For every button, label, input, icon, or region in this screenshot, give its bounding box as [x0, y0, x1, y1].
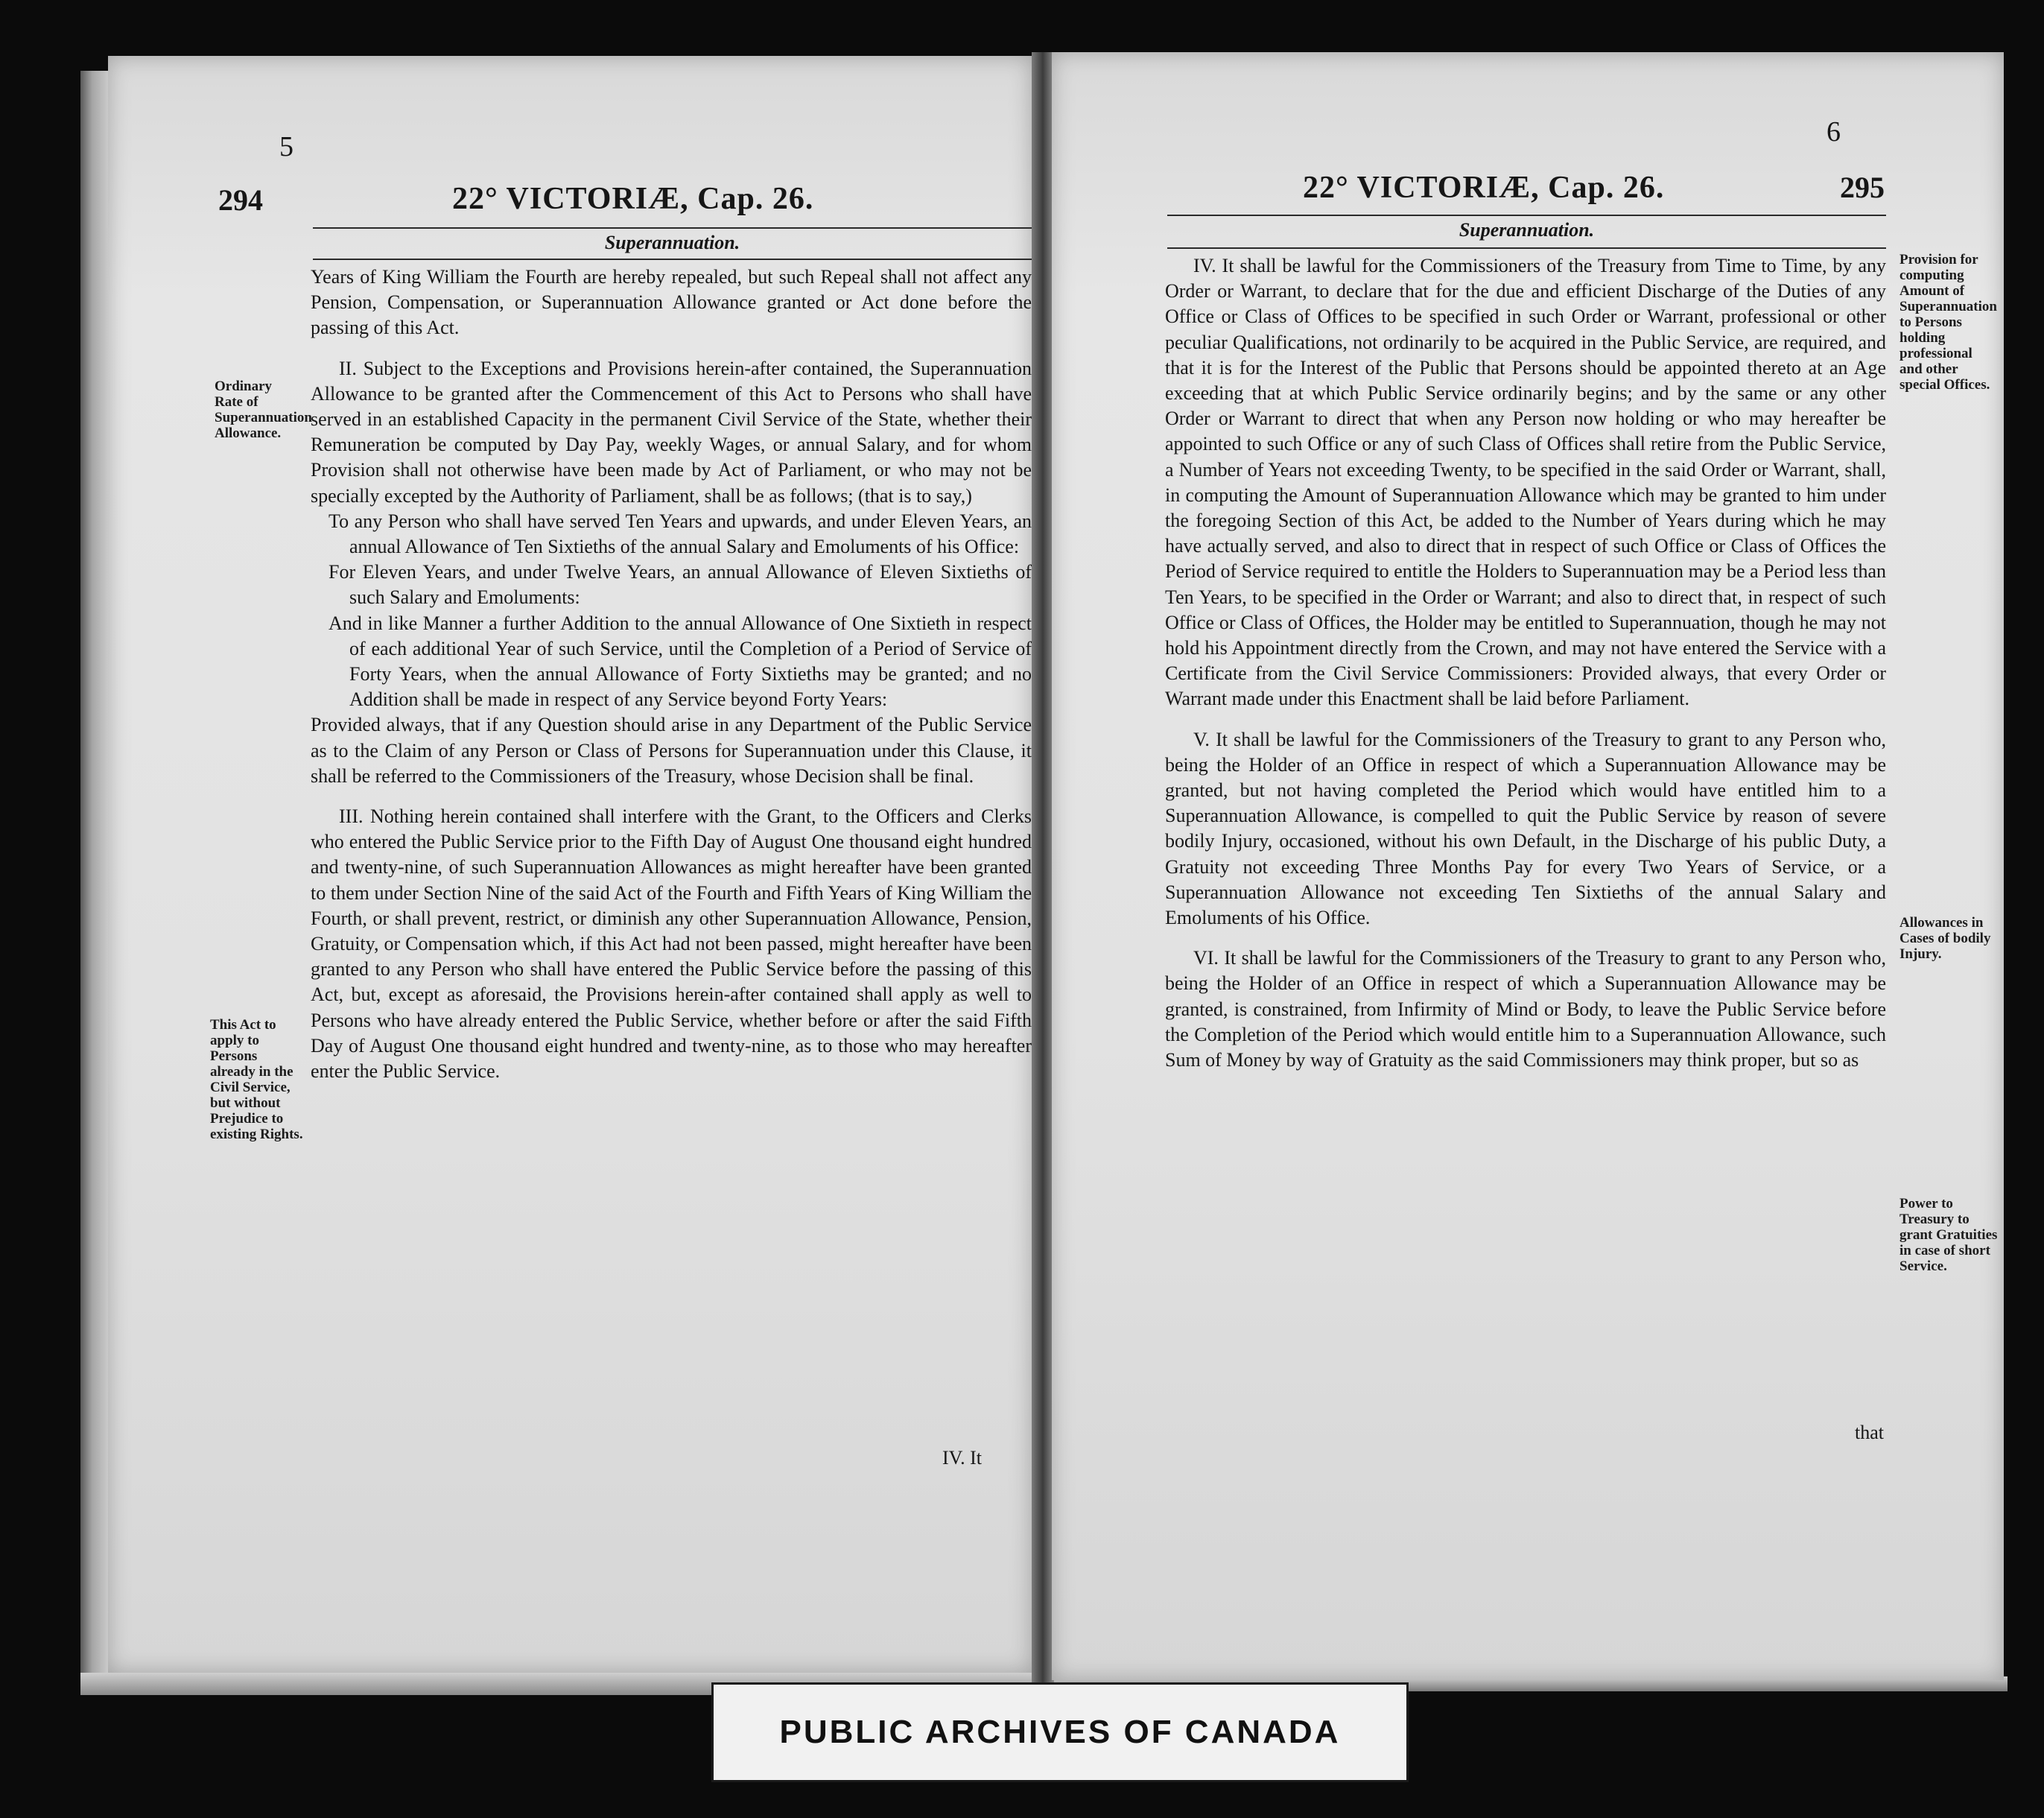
book-page-edges	[80, 71, 110, 1680]
right-paragraph-section-iv: IV. It shall be lawful for the Commissioners of the Treasury from Time to Time, by any Order or Warrant, to declare that for the due and efficient Discharge of the Duties of any Office or Class of Offices to be specified in such Order or Warrant, professional or other peculiar Qualifications, not ordinarily to be acquired in the Public Service, are required, and that it is for the Interest of the Public that Persons should be appointed thereto at an Age exceeding that at which Public Service ordinarily begins; and by the same or any other Order or Warrant to direct that when any Person now holding or who may hereafter be appointed to such Office or any of such Class of Offices shall retire from the Public Service, a Number of Years not exceeding Twenty, to be specified in the said Order or Warrant, shall, in computing the Amount of Superannuation Allowance which may be granted to him under the foregoing Section of this Act, be added to the Number of Years during which he may have actually served, and also to direct that in respect of such Office or Class of Offices the Period of Service required to entitle the Holders to Superannuation may be a Period less than Ten Years, to be specified in the Order or Warrant; and also to direct that, in respect of such Office or Class of Offices, the Holder may be entitled to Superannuation, though he may not hold his Appointment directly from the Crown, and may not have entered the Service with a Certificate from the Civil Service Commissioners: Provided always, that every Order or Warrant made under this Enactment shall be laid before Parliament.	[1165, 255, 1886, 710]
left-body-text	[311, 265, 1032, 1084]
left-paragraph-section-iii: III. Nothing herein contained shall interfere with the Grant, to the Officers and Clerks who entered the Public Service prior to the Fifth Day of August One thousand eight hundred and twenty-nine, of such Superannuation Allowances as might hereafter have been granted to them under Section Nine of the said Act of the Fourth and Fifth Years of King William the Fourth, or shall prevent, restrict, or diminish any other Superannuation Allowance, Pension, Gratuity, or Compensation which, if this Act had not been passed, might hereafter have been granted to any Person who shall have entered the Public Service before the passing of this Act, but, except as aforesaid, the Provisions herein-after contained shall apply as well to Persons who have already entered the Public Service, whether before or after the said Fifth Day of August One thousand eight hundred and twenty-nine, as to those who may hereafter enter the Public Service.	[311, 805, 1032, 1083]
left-paragraph-ten-years: To any Person who shall have served Ten Years and upwards, and under Eleven Years, an annual Allowance of Ten Sixtieths of the annual Salary and Emoluments of his Office:	[328, 510, 1032, 558]
left-paragraph-section-ii: II. Subject to the Exceptions and Provisions herein-after contained, the Superannuation Allowance to be granted after the Commencement of this Act to Persons who shall have served in an established Capacity in the permanent Civil Service of the State, whether their Remuneration be computed by Day Pay, weekly Wages, or annual Salary, and for whom Provision shall not otherwise have been made by Act of Parliament, or who may not be specially excepted by the Authority of Parliament, shall be as follows; (that is to say,)	[311, 357, 1032, 507]
left-paragraph-further-addition: And in like Manner a further Addition to the annual Allowance of One Sixtieth in respect of each additional Year of such Service, until the Completion of a Period of Service of Forty Years, when the annual Allowance of Forty Sixtieths may be granted; and no Addition shall be made in respect of any Service beyond Forty Years:	[328, 612, 1032, 711]
left-section-subtitle: Superannuation.	[604, 232, 740, 253]
left-folio: 294	[218, 183, 263, 217]
right-leaf-number: 6	[1826, 116, 1841, 148]
left-header-rule	[313, 227, 1032, 229]
right-paragraph-section-v: V. It shall be lawful for the Commissioners of the Treasury to grant to any Person who, being the Holder of an Office in respect of which a Superannuation Allowance may be granted, but not having completed the Period which would have entitled him to a Superannuation Allowance, is compelled to quit the Public Service by reason of severe bodily Injury, occasioned, without his own Default, in the Discharge of his public Duty, a Gratuity not exceeding Three Months Pay for every Two Years of Service, or a Superannuation Allowance not exceeding Ten Sixtieths of the annual Salary and Emoluments of his Office.	[1165, 728, 1886, 929]
left-running-title: 22° VICTORIÆ, Cap. 26.	[452, 182, 814, 216]
right-folio: 295	[1840, 171, 1885, 204]
book-gutter	[1032, 52, 1054, 1684]
right-header-rule	[1167, 215, 1886, 216]
left-margin-note-ordinary-rate: Ordinary Rate of Superannuation Allowance.	[215, 379, 312, 441]
left-page	[108, 56, 1032, 1673]
left-catchword: IV. It	[942, 1447, 982, 1469]
right-margin-note-special-offices: Provision for computing Amount of Superannuation to Persons holding professional and other special Offices.	[1899, 252, 1997, 393]
right-body-text	[1165, 253, 1886, 1073]
right-paragraph-section-vi: VI. It shall be lawful for the Commissioners of the Treasury to grant to any Person who, being the Holder of an Office in respect of which a Superannuation Allowance may be granted, is constrained, from Infirmity of Mind or Body, to leave the Public Service before the Completion of the Period which would entitle him to a Superannuation Allowance, such Sum of Money by way of Gratuity as the said Commissioners may think proper, but so as	[1165, 947, 1886, 1071]
left-margin-note-act-applies: This Act to apply to Persons already in the Civil Service, but without Prejudice to existing Rights.	[210, 1017, 303, 1142]
right-margin-note-bodily-injury: Allowances in Cases of bodily Injury.	[1899, 915, 1991, 962]
archive-label	[711, 1682, 1409, 1782]
archive-label-text: PUBLIC ARCHIVES OF CANADA	[779, 1714, 1341, 1750]
right-catchword: that	[1855, 1422, 1884, 1443]
left-paragraph-eleven-years: For Eleven Years, and under Twelve Years, an annual Allowance of Eleven Sixtieths of such Salary and Emoluments:	[328, 561, 1032, 609]
left-leaf-number: 5	[279, 131, 293, 162]
left-subtitle-rule	[313, 259, 1032, 260]
right-margin-note-short-service: Power to Treasury to grant Gratuities in case of short Service.	[1899, 1196, 1998, 1274]
right-page	[1052, 52, 2004, 1680]
left-paragraph-proviso: Provided always, that if any Question should arise in any Department of the Public Service as to the Claim of any Person or Class of Persons for Superannuation under this Clause, it shall be referred to the Commissioners of the Treasury, whose Decision shall be final.	[311, 714, 1032, 787]
right-running-title: 22° VICTORIÆ, Cap. 26.	[1303, 171, 1665, 205]
left-paragraph-repeal: Years of King William the Fourth are hereby repealed, but such Repeal shall not affect any Pension, Compensation, or Superannuation Allowance granted or Act done before the passing of this Act.	[311, 266, 1032, 339]
right-subtitle-rule	[1167, 247, 1886, 249]
right-section-subtitle: Superannuation.	[1459, 219, 1595, 241]
